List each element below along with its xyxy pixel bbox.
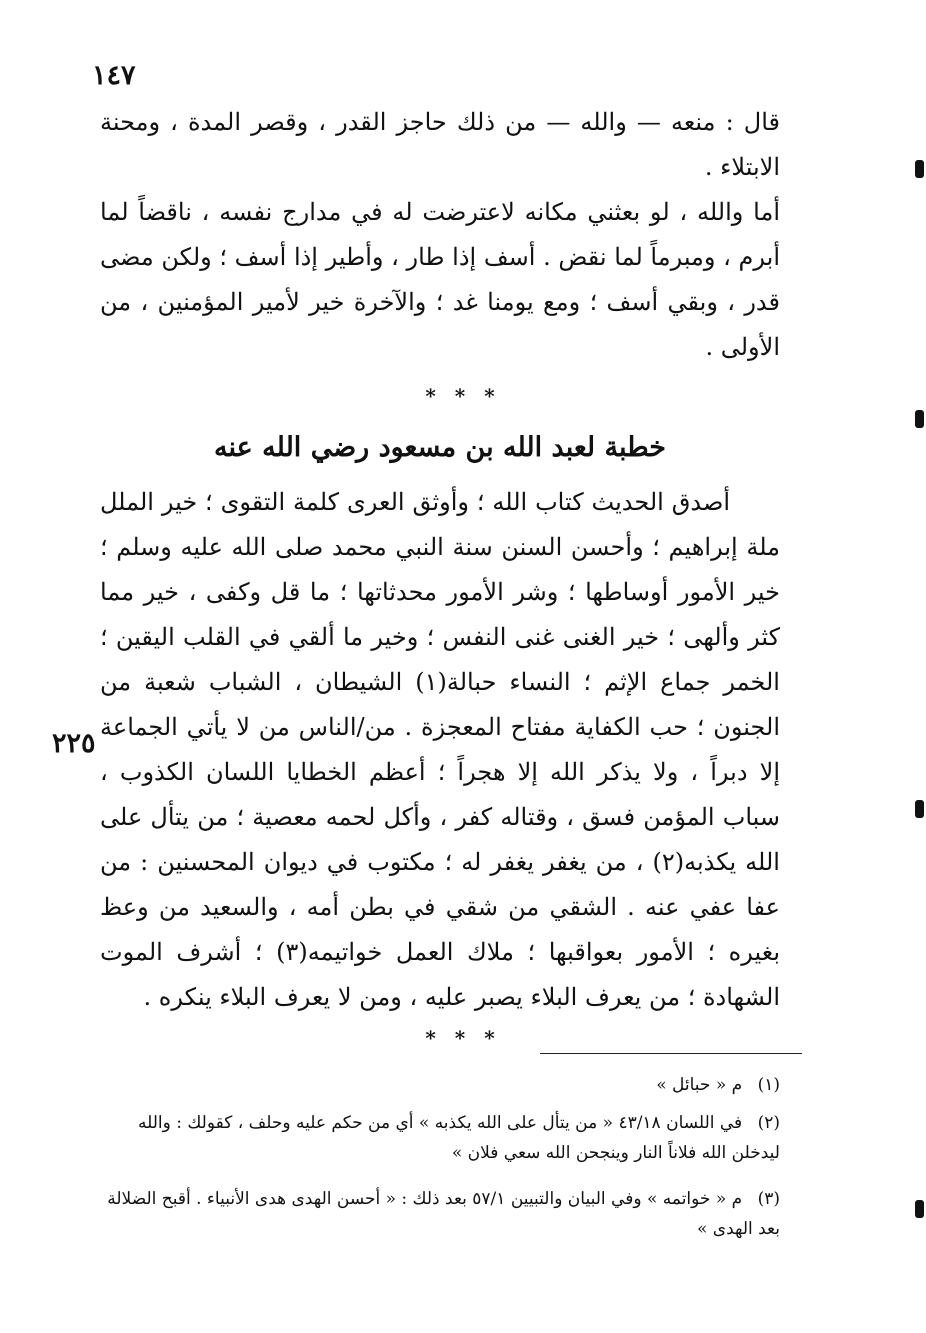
footnote-2-number: (٢)	[757, 1113, 780, 1133]
footnote-2-text: في اللسان ٤٣/١٨ « من يتأل على الله يكذبه » أي من حكم عليه وحلف ، كقولك : والله ليدخلن الله فلاناً النار وينجحن الله سعي فلان »	[137, 1113, 780, 1163]
page-number: ١٤٧	[92, 60, 136, 91]
footnote-2	[100, 1108, 780, 1168]
footnote-3	[100, 1184, 780, 1244]
paragraph-2	[100, 190, 780, 370]
paragraph-2-text: أما والله ، لو بعثني مكانه لاعترضت له في مدارج نفسه ، ناقضاً لما أبرم ، ومبرماً لما نقض . أسف إذا طار ، وأطير إذا أسف ؛ ولكن مضى قدر ، وبقي أسف ؛ ومع يومنا غد ؛ والآخرة خير لأمير المؤمنين ، من الأولى .	[100, 198, 780, 361]
footnote-3-text: م « خواتمه » وفي البيان والتبيين ٥٧/١ بعد ذلك : « أحسن الهدى هدى الأنبياء . أقبح الضلالة بعد الهدى »	[107, 1189, 780, 1239]
binding-edge-mark-2	[915, 410, 924, 428]
footnote-3-number: (٣)	[757, 1189, 780, 1209]
footnote-1	[100, 1070, 780, 1100]
section-separator-top: * * *	[425, 384, 501, 408]
footnote-1-text: م « حبائل »	[656, 1075, 743, 1095]
paragraph-1	[100, 100, 780, 190]
footnote-rule	[540, 1053, 802, 1054]
footnote-1-number: (١)	[757, 1075, 780, 1095]
sermon-body-text: أصدق الحديث كتاب الله ؛ وأوثق العرى كلمة التقوى ؛ خير الملل ملة إبراهيم ؛ وأحسن السنن سنة النبي محمد صلى الله عليه وسلم ؛ خير الأمور أوساطها ؛ وشر الأمور محدثاتها ؛ ما قل وكفى ، خير مما كثر وألهى ؛ خير الغنى غنى النفس ؛ وخير ما ألقي في القلب اليقين ؛ الخمر جماع الإثم ؛ النساء حبالة(١) الشيطان ، الشباب شعبة من الجنون ؛ حب الكفاية مفتاح المعجزة . من/الناس من لا يأتي الجماعة إلا دبراً ، ولا يذكر الله إلا هجراً ؛ أعظم الخطايا اللسان الكذوب ، سباب المؤمن فسق ، وقتاله كفر ، وأكل لحمه معصية ؛ من يتأل على الله يكذبه(٢) ، من يغفر يغفر له ؛ مكتوب في ديوان المحسنين : من عفا عفي عنه . الشقي من شقي في بطن أمه ، والسعيد من وعظ بغيره ؛ الأمور بعواقبها ؛ ملاك العمل خواتيمه(٣) ؛ أشرف الموت الشهادة ؛ من يعرف البلاء يصبر عليه ، ومن لا يعرف البلاء ينكره .	[100, 488, 781, 1011]
paragraph-1-text: قال : منعه — والله — من ذلك حاجز القدر ، وقصر المدة ، ومحنة الابتلاء .	[100, 108, 781, 181]
binding-edge-mark-4	[915, 1200, 924, 1218]
binding-edge-mark-1	[915, 160, 924, 178]
section-separator-bottom: * * *	[425, 1026, 501, 1050]
binding-edge-mark-3	[915, 800, 924, 818]
section-title: خطبة لعبد الله بن مسعود رضي الله عنه	[214, 432, 666, 463]
margin-number: ٢٢٥	[52, 728, 96, 759]
sermon-body	[100, 480, 780, 1020]
